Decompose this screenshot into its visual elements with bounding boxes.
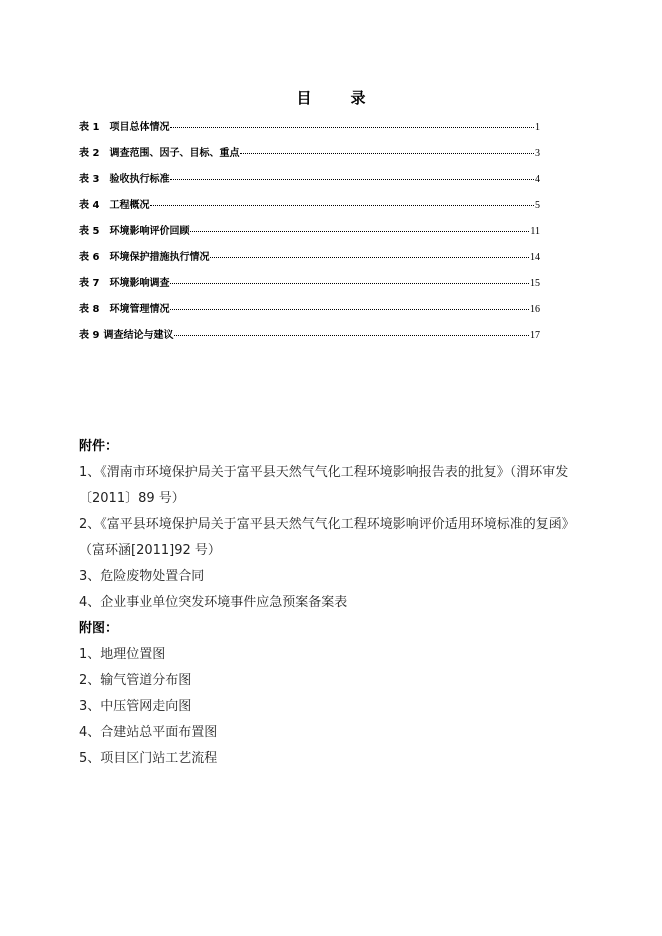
attachment-item-1-line-2: 〔2011〕89 号） — [79, 491, 185, 506]
table-of-contents — [79, 118, 540, 352]
toc-entry[interactable] — [79, 118, 540, 144]
dot-leader — [210, 257, 529, 258]
figure-item: 4、合建站总平面布置图 — [79, 725, 218, 740]
toc-page: 14 — [530, 252, 540, 263]
toc-label: 表 2 — [79, 148, 100, 159]
dot-leader — [170, 309, 529, 310]
toc-entry[interactable] — [79, 170, 540, 196]
toc-page: 11 — [530, 226, 540, 237]
toc-label: 表 7 — [79, 278, 100, 289]
toc-title: 工程概况 — [109, 200, 150, 211]
attachments-heading: 附件： — [79, 439, 119, 454]
figure-item: 5、项目区门站工艺流程 — [79, 751, 218, 766]
toc-label: 表 1 — [79, 122, 100, 133]
toc-title: 项目总体情况 — [109, 122, 170, 133]
toc-title: 环境影响评价回顾 — [109, 226, 190, 237]
toc-title: 调查结论与建议 — [103, 330, 174, 341]
attachment-item-1-line-1: 1、《渭南市环境保护局关于富平县天然气气化工程环境影响报告表的批复》（渭环审发 — [79, 465, 569, 480]
attachment-item-2-line-1: 2、《富平县环境保护局关于富平县天然气气化工程环境影响评价适用环境标准的复函》 — [79, 517, 575, 532]
toc-page: 15 — [530, 278, 540, 289]
toc-entry[interactable] — [79, 326, 540, 352]
figure-item: 2、输气管道分布图 — [79, 673, 192, 688]
toc-entry[interactable] — [79, 196, 540, 222]
dot-leader — [190, 231, 529, 232]
toc-label: 表 8 — [79, 304, 100, 315]
dot-leader — [240, 153, 534, 154]
attachment-item-4: 4、企业事业单位突发环境事件应急预案备案表 — [79, 595, 348, 610]
toc-label: 表 5 — [79, 226, 100, 237]
dot-leader — [170, 127, 534, 128]
toc-page: 16 — [530, 304, 540, 315]
toc-entry[interactable] — [79, 222, 540, 248]
dot-leader — [174, 335, 529, 336]
toc-page: 5 — [535, 200, 540, 211]
toc-entry[interactable] — [79, 274, 540, 300]
toc-entry[interactable] — [79, 300, 540, 326]
toc-page: 1 — [535, 122, 540, 133]
dot-leader — [170, 179, 534, 180]
attachment-item-2-line-2: （富环涵[2011]92 号） — [79, 543, 221, 558]
attachment-item-3: 3、危险废物处置合同 — [79, 569, 205, 584]
toc-label: 表 3 — [79, 174, 100, 185]
toc-page: 17 — [530, 330, 540, 341]
figure-item: 1、地理位置图 — [79, 647, 166, 662]
page-title: 目 录 — [296, 89, 378, 107]
toc-page: 4 — [535, 174, 540, 185]
dot-leader — [150, 205, 534, 206]
appendix-section — [79, 436, 599, 774]
toc-label: 表 9 — [79, 330, 100, 341]
figure-item: 3、中压管网走向图 — [79, 699, 192, 714]
toc-label: 表 6 — [79, 252, 100, 263]
toc-entry[interactable] — [79, 144, 540, 170]
figures-heading: 附图： — [79, 621, 119, 636]
dot-leader — [170, 283, 529, 284]
toc-title: 环境影响调查 — [109, 278, 170, 289]
toc-title: 调查范围、因子、目标、重点 — [109, 148, 240, 159]
toc-title: 验收执行标准 — [109, 174, 170, 185]
toc-entry[interactable] — [79, 248, 540, 274]
toc-label: 表 4 — [79, 200, 100, 211]
toc-title: 环境保护措施执行情况 — [109, 252, 210, 263]
toc-page: 3 — [535, 148, 540, 159]
toc-title: 环境管理情况 — [109, 304, 170, 315]
